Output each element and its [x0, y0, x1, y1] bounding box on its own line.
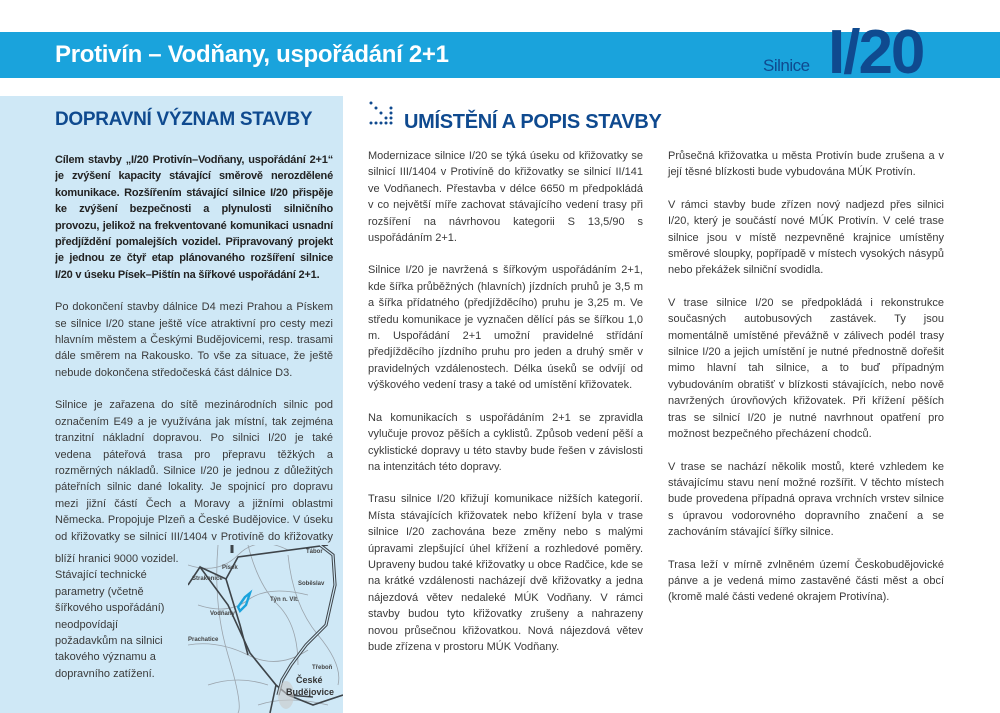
- map-label: České: [296, 675, 323, 685]
- map-label: Vodňany: [210, 611, 235, 617]
- paragraph: Na komunikacích s uspořádáním 2+1 se zpravidla vylučuje provoz pěších a cyklistů. Způsob vedení pěší a cyklistické dopravy u této stavby bude řešen v závislosti na intenzitách této dopravy.: [368, 411, 643, 473]
- middle-column: [368, 148, 643, 671]
- map-label: Strakonice: [192, 576, 223, 582]
- page-title: Protivín – Vodňany, uspořádání 2+1: [55, 41, 449, 68]
- map-label: Prachatice: [188, 637, 219, 643]
- right-column: [668, 148, 944, 622]
- dots-arrow-icon: [368, 100, 394, 130]
- paragraph: blíží hranici 9000 vozidel. Stávající technické parametry (včetně šířkového uspořádání) neodpovídají požadavkům na silnici takového významu a dopravního zatížení.: [55, 553, 179, 680]
- paragraph: V trase se nachází několik mostů, které vzhledem ke stávajícímu stavu není možné rozšířit. V těchto místech bude provedena případná oprava vrchních vrstev silnice s úpravou vodorovného dopravního značení a se zachováním stávající šířky silnice.: [668, 460, 944, 539]
- paragraph: Silnice I/20 je navržená s šířkovým uspořádáním 2+1, kde šířka průběžných (hlavních) jízdních pruhů je 3,5 m a šířka přídatného (předjížděcího) pruhu je 3,25 m. Ve středu komunikace je vyznačen dělící pás se šířkou 1,0 m. Uspořádání 2+1 umožní pravidelné střídání předjížděcího jízdního pruhu pro jeden a druhý směr v pravidelných vzdálenostech. Délka úseků se odvíjí od výškového vedení trasy a také od umístění křižovatek.: [368, 264, 643, 392]
- map-label: Písek: [222, 565, 238, 571]
- lead-paragraph: Cílem stavby „I/20 Protivín–Vodňany, uspořádání 2+1“ je zvýšení kapacity stávající směrově nerozdělené komunikace. Rozšířením stávající silnice I/20 přispěje ke zvýšení bezpečnosti a plynulosti silničního provozu, jelikož na frekventované komunikaci usnadní předjíždění pomalejších vozidel. Připravovaný projekt je jednou ze čtyř etap plánovaného rozšíření silnice I/20 v úseku Písek–Pištín na šířkové uspořádání 2+1.: [55, 154, 333, 281]
- map-label: Třeboň: [312, 665, 333, 671]
- road-number: I/20: [828, 18, 924, 87]
- road-label: Silnice: [763, 56, 810, 75]
- project-route-highlight: [238, 593, 250, 611]
- paragraph: Po dokončení stavby dálnice D4 mezi Prahou a Pískem se silnice I/20 stane ještě více atraktivní pro cesty mezi hlavním městem a Českými Budějovicemi, resp. trasami dále směrem na Rakousko. To vše za situace, že ještě nebude dokončena středočeská část dálnice D3.: [55, 301, 333, 379]
- map-label: Tábor: [306, 549, 323, 555]
- paragraph: Trasu silnice I/20 křižují komunikace nižších kategorií. Místa stávajících křižovatek nebo křížení byla v trase silnice I/20 zachována beze změny nebo s malými úpravami zlepšující úhel křížení a rozhledové poměry. Upraveny budou také křižovatky u obce Radčice, kde se na krátké vzdálenosti nacházejí dvě křižovatky a jedna nájezdová větev nedaleké MÚK Vodňany. V rámci stavby budou tyto křižovatky zrušeny a nahrazeny novou průsečnou křižovatkou. Nová nájezdová větev bude zřízena v prostoru MÚK Vodňany.: [368, 493, 643, 653]
- paragraph: Silnice je zařazena do sítě mezinárodních silnic pod označením E49 a je využívána jak místní, tak zejména tranzitní nákladní dopravou. Po silnici I/20 je také vedena páteřová trasa pro přepravu těžkých a rozměrných nákladů. Silnice I/20 je jednou z důležitých páteřních silnic dané lokality. Je spojnicí pro dopravu mezi jižní částí Čech a Moravy a jižními oblastmi Německa. Propojuje Plzeň a České Budějovice. V úseku od křižovatky se silnicí III/1404 v Protivíně do křižovatky: [55, 399, 333, 543]
- paragraph: V rámci stavby bude zřízen nový nadjezd přes silnici I/20, který je součástí nové MÚK Protivín. V celé trase silnice jsou v místě nezpevněné krajnice umístěny směrové sloupky, popřípadě v místech vysokých násypů nebo překážek silniční svodidla.: [668, 198, 944, 277]
- left-column: [55, 152, 333, 547]
- paragraph: V trase silnice I/20 se předpokládá i rekonstrukce současných autobusových zastávek. Ty jsou momentálně umístěné převážně v zálivech podél trasy silnice I/20 a jejich umístění je nutné přednostně dořešit mimo hlavní tah silnice, a to buď případným vybudováním obratišť v blízkosti stávajících, nebo nově navržených úrovňových křižovatek. Při křížení pěších tras se silnicí I/20 je nutné navrhnout opatření pro možnost bezpečného přecházení chodců.: [668, 296, 944, 441]
- map-label: Soběslav: [298, 581, 325, 587]
- paragraph: Průsečná křižovatka u města Protivín bude zrušena a v její těsné blízkosti bude vybudována MÚK Protivín.: [668, 150, 944, 179]
- section-heading-location: UMÍSTĚNÍ A POPIS STAVBY: [404, 111, 662, 133]
- map-label: Týn n. Vlt.: [270, 597, 299, 603]
- map-label: Budějovice: [286, 687, 335, 697]
- section-heading-traffic-importance: DOPRAVNÍ VÝZNAM STAVBY: [55, 109, 313, 130]
- paragraph: Trasa leží v mírně zvlněném území Českobudějovické pánve a je vedená mimo zastavěné části měst a obcí (kromě malé části vedené okrajem Protivína).: [668, 558, 944, 604]
- route-map: [188, 545, 343, 713]
- paragraph: Modernizace silnice I/20 se týká úseku od křižovatky se silnicí III/1404 v Protivíně do křižovatky se silnicí II/141 ve Vodňanech. Přestavba v délce 6650 m předpokládá v co největší míře zachovat stávajícího vedení trasy při rozšíření na návrhovou kategorii S 13,5/90 s uspořádáním 2+1.: [368, 150, 643, 245]
